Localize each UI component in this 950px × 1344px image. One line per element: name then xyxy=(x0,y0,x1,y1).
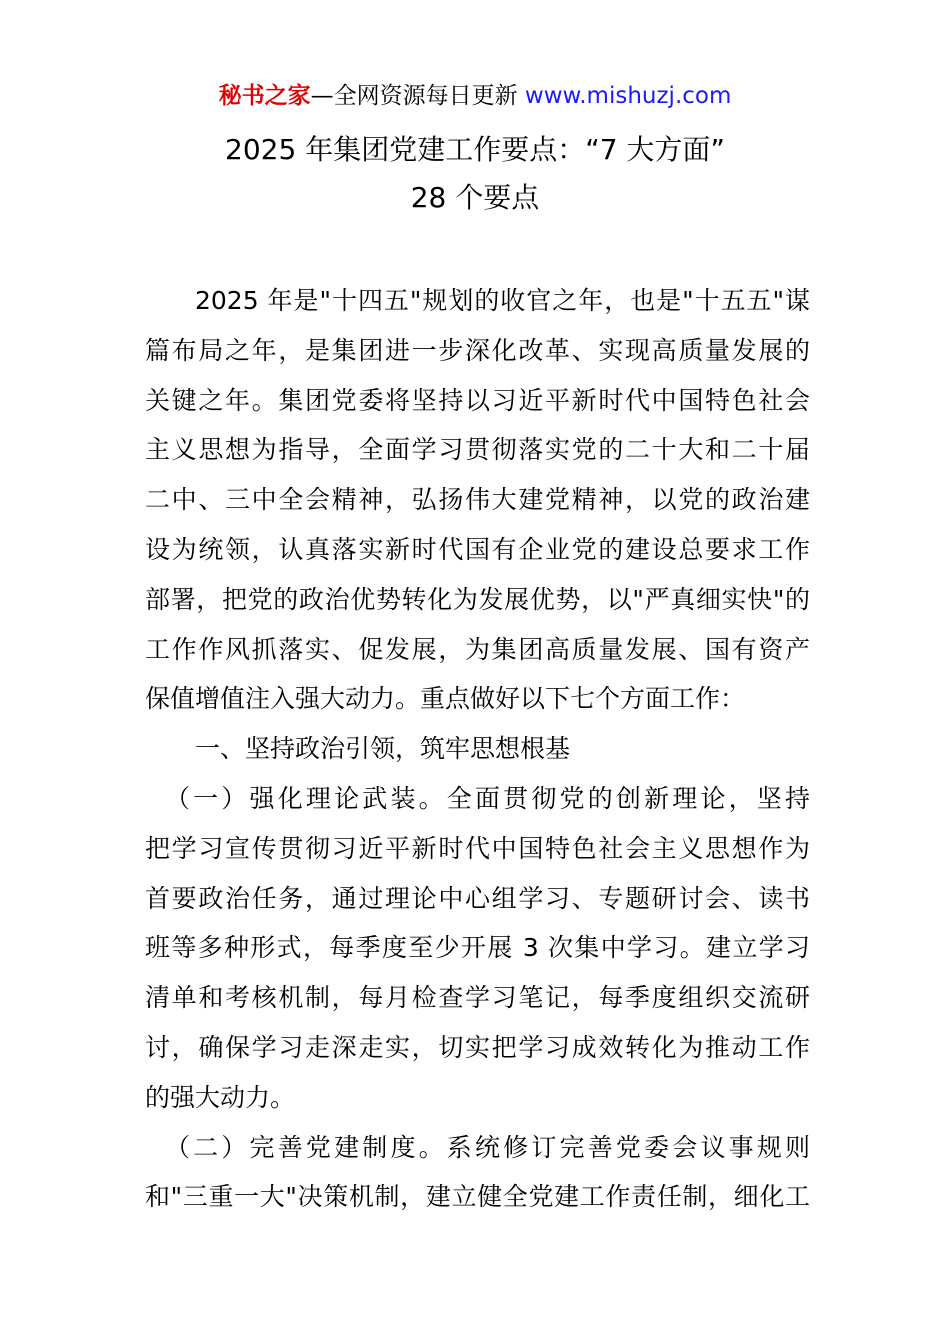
document-title-line-1: 2025 年集团党建工作要点：“7 大方面” xyxy=(225,133,725,166)
item-1-line: 的强大动力。 xyxy=(145,1082,296,1112)
site-slogan: —全网资源每日更新 xyxy=(310,83,525,109)
item-2-line: 和"三重一大"决策机制，建立健全党建工作责任制，细化工 xyxy=(145,1182,810,1212)
item-1-line: 清单和考核机制，每月检查学习笔记，每季度组织交流研 xyxy=(145,983,810,1013)
section-heading-1: 一、坚持政治引领，筑牢思想根基 xyxy=(195,734,571,764)
item-2-line: （二）完善党建制度。系统修订完善党委会议事规则 xyxy=(165,1132,810,1162)
paragraph-intro-line: 部署，把党的政治优势转化为发展优势，以"严真细实快"的 xyxy=(145,584,810,614)
site-url-link[interactable]: www.mishuzj.com xyxy=(524,83,732,109)
site-brand: 秘书之家 xyxy=(218,83,311,109)
document-body xyxy=(145,276,810,1222)
paragraph-intro-line: 设为统领，认真落实新时代国有企业党的建设总要求工作 xyxy=(145,534,810,564)
item-1-line: 首要政治任务，通过理论中心组学习、专题研讨会、读书 xyxy=(145,883,810,913)
paragraph-intro-line: 关键之年。集团党委将坚持以习近平新时代中国特色社会 xyxy=(145,385,810,415)
paragraph-intro-line: 二中、三中全会精神，弘扬伟大建党精神，以党的政治建 xyxy=(145,485,810,515)
paragraph-intro-line: 主义思想为指导，全面学习贯彻落实党的二十大和二十届 xyxy=(145,435,810,465)
paragraph-intro-line: 2025 年是"十四五"规划的收官之年，也是"十五五"谋 xyxy=(195,286,810,315)
paragraph-intro-line: 保值增值注入强大动力。重点做好以下七个方面工作： xyxy=(145,684,746,714)
item-1-line: 班等多种形式，每季度至少开展 3 次集中学习。建立学习 xyxy=(145,933,810,963)
paragraph-intro-line: 工作作风抓落实、促发展，为集团高质量发展、国有资产 xyxy=(145,634,810,664)
site-header xyxy=(0,80,950,112)
item-1-line: 讨，确保学习走深走实，切实把学习成效转化为推动工作 xyxy=(145,1032,810,1062)
paragraph-intro-line: 篇布局之年，是集团进一步深化改革、实现高质量发展的 xyxy=(145,335,810,365)
document-title-line-2: 28 个要点 xyxy=(410,181,540,214)
item-1-line: 把学习宣传贯彻习近平新时代中国特色社会主义思想作为 xyxy=(145,833,810,863)
item-1-line: （一）强化理论武装。全面贯彻党的创新理论，坚持 xyxy=(165,783,810,813)
